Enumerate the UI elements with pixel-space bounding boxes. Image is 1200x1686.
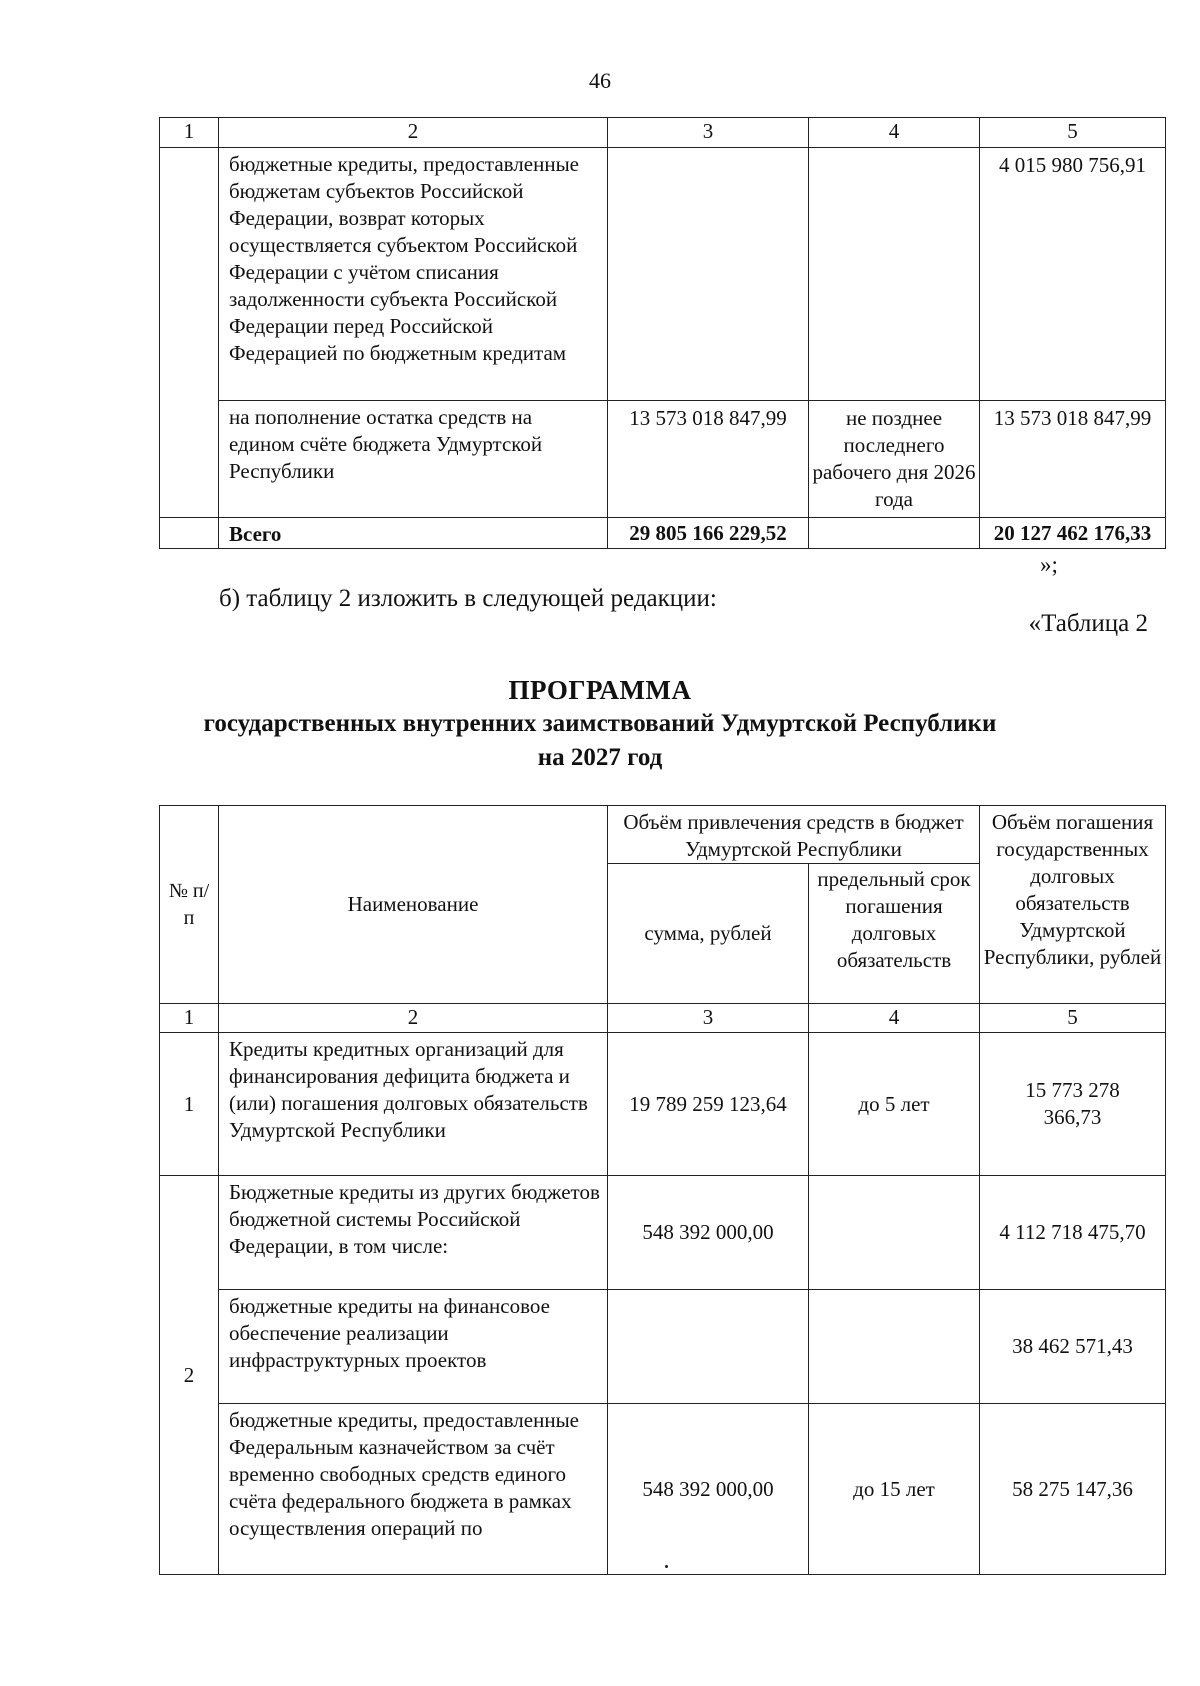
row-amount	[608, 148, 809, 401]
scan-speck	[665, 1565, 668, 1568]
col-number: 4	[809, 1004, 980, 1033]
row-repayment: 13 573 018 847,99	[980, 401, 1166, 518]
table-2-column-numbers	[160, 1004, 1166, 1033]
col-number: 5	[980, 1004, 1166, 1033]
instruction-text: б) таблицу 2 изложить в следующей редакции:	[219, 585, 717, 612]
table-row	[160, 1033, 1166, 1176]
table-reference: «Таблица 2	[1028, 610, 1148, 637]
table-row	[160, 1290, 1166, 1404]
title-line-3: на 2027 год	[537, 744, 663, 771]
title-line-1: ПРОГРАММА	[508, 675, 692, 705]
program-title	[0, 673, 1200, 775]
total-term-cell	[809, 518, 980, 549]
table-1-column-numbers	[160, 118, 1166, 148]
col-number: 3	[608, 1004, 809, 1033]
col-number: 4	[809, 118, 980, 148]
table-row	[160, 401, 1166, 518]
table-row	[160, 148, 1166, 401]
row-name: на пополнение остатка средств на едином счёте бюджета Удмуртской Республики	[219, 401, 608, 518]
row-amount: 548 392 000,00	[608, 1404, 809, 1575]
row-number: 1	[160, 1033, 219, 1176]
row-amount: 13 573 018 847,99	[608, 401, 809, 518]
table-row	[160, 1404, 1166, 1575]
col-number: 2	[219, 118, 608, 148]
row-repayment: 4 015 980 756,91	[980, 148, 1166, 401]
row-term	[809, 148, 980, 401]
row-name: Бюджетные кредиты из других бюджетов бюджетной системы Российской Федерации, в том числе:	[219, 1176, 608, 1290]
row-term: не позднее последнего рабочего дня 2026 года	[809, 401, 980, 518]
row-repayment: 4 112 718 475,70	[980, 1176, 1166, 1290]
table-total-row	[160, 518, 1166, 549]
col-number: 1	[160, 118, 219, 148]
row-term	[809, 1176, 980, 1290]
row-term: до 15 лет	[809, 1404, 980, 1575]
col-number: 5	[980, 118, 1166, 148]
header-amount: сумма, рублей	[608, 864, 809, 1004]
col-number: 3	[608, 118, 809, 148]
row-name: Кредиты кредитных организаций для финансирования дефицита бюджета и (или) погашения долговых обязательств Удмуртской Республики	[219, 1033, 608, 1176]
row-term: до 5 лет	[809, 1033, 980, 1176]
table-row	[160, 1176, 1166, 1290]
total-amount: 29 805 166 229,52	[608, 518, 809, 549]
closing-quote: »;	[1040, 552, 1058, 577]
row-number-cell	[160, 148, 219, 518]
total-number-cell	[160, 518, 219, 549]
row-amount: 19 789 259 123,64	[608, 1033, 809, 1176]
row-repayment: 38 462 571,43	[980, 1290, 1166, 1404]
row-number: 2	[160, 1176, 219, 1575]
header-term: предельный срок погашения долговых обязательств	[809, 864, 980, 1004]
row-name: бюджетные кредиты на финансовое обеспечение реализации инфраструктурных проектов	[219, 1290, 608, 1404]
total-repayment: 20 127 462 176,33	[980, 518, 1166, 549]
page-number: 46	[589, 68, 611, 93]
header-attract-group: Объём привлечения средств в бюджет Удмуртской Республики	[608, 806, 980, 864]
row-amount	[608, 1290, 809, 1404]
total-label: Всего	[219, 518, 608, 549]
header-repayment: Объём погашения государственных долговых обязательств Удмуртской Республики, рублей	[980, 806, 1166, 1004]
row-amount: 548 392 000,00	[608, 1176, 809, 1290]
col-number: 2	[219, 1004, 608, 1033]
header-name: Наименование	[219, 806, 608, 1004]
row-term	[809, 1290, 980, 1404]
row-repayment: 58 275 147,36	[980, 1404, 1166, 1575]
table-2-borrowing-program	[159, 805, 1166, 1575]
col-number: 1	[160, 1004, 219, 1033]
row-name: бюджетные кредиты, предоставленные бюджетам субъектов Российской Федерации, возврат которых осуществляется субъектом Российской Федерации с учётом списания задолженности субъекта Российской Федерации перед Российской Федерацией по бюджетным кредитам	[219, 148, 608, 401]
table-2-header-row-1	[160, 806, 1166, 864]
row-name: бюджетные кредиты, предоставленные Федеральным казначейством за счёт временно свободных средств единого счёта федерального бюджета в рамках осуществления операций по	[219, 1404, 608, 1575]
table-1-continuation	[159, 117, 1166, 549]
header-num: № п/п	[160, 806, 219, 1004]
title-line-2: государственных внутренних заимствований Удмуртской Республики	[203, 710, 997, 737]
row-repayment: 15 773 278 366,73	[980, 1033, 1166, 1176]
